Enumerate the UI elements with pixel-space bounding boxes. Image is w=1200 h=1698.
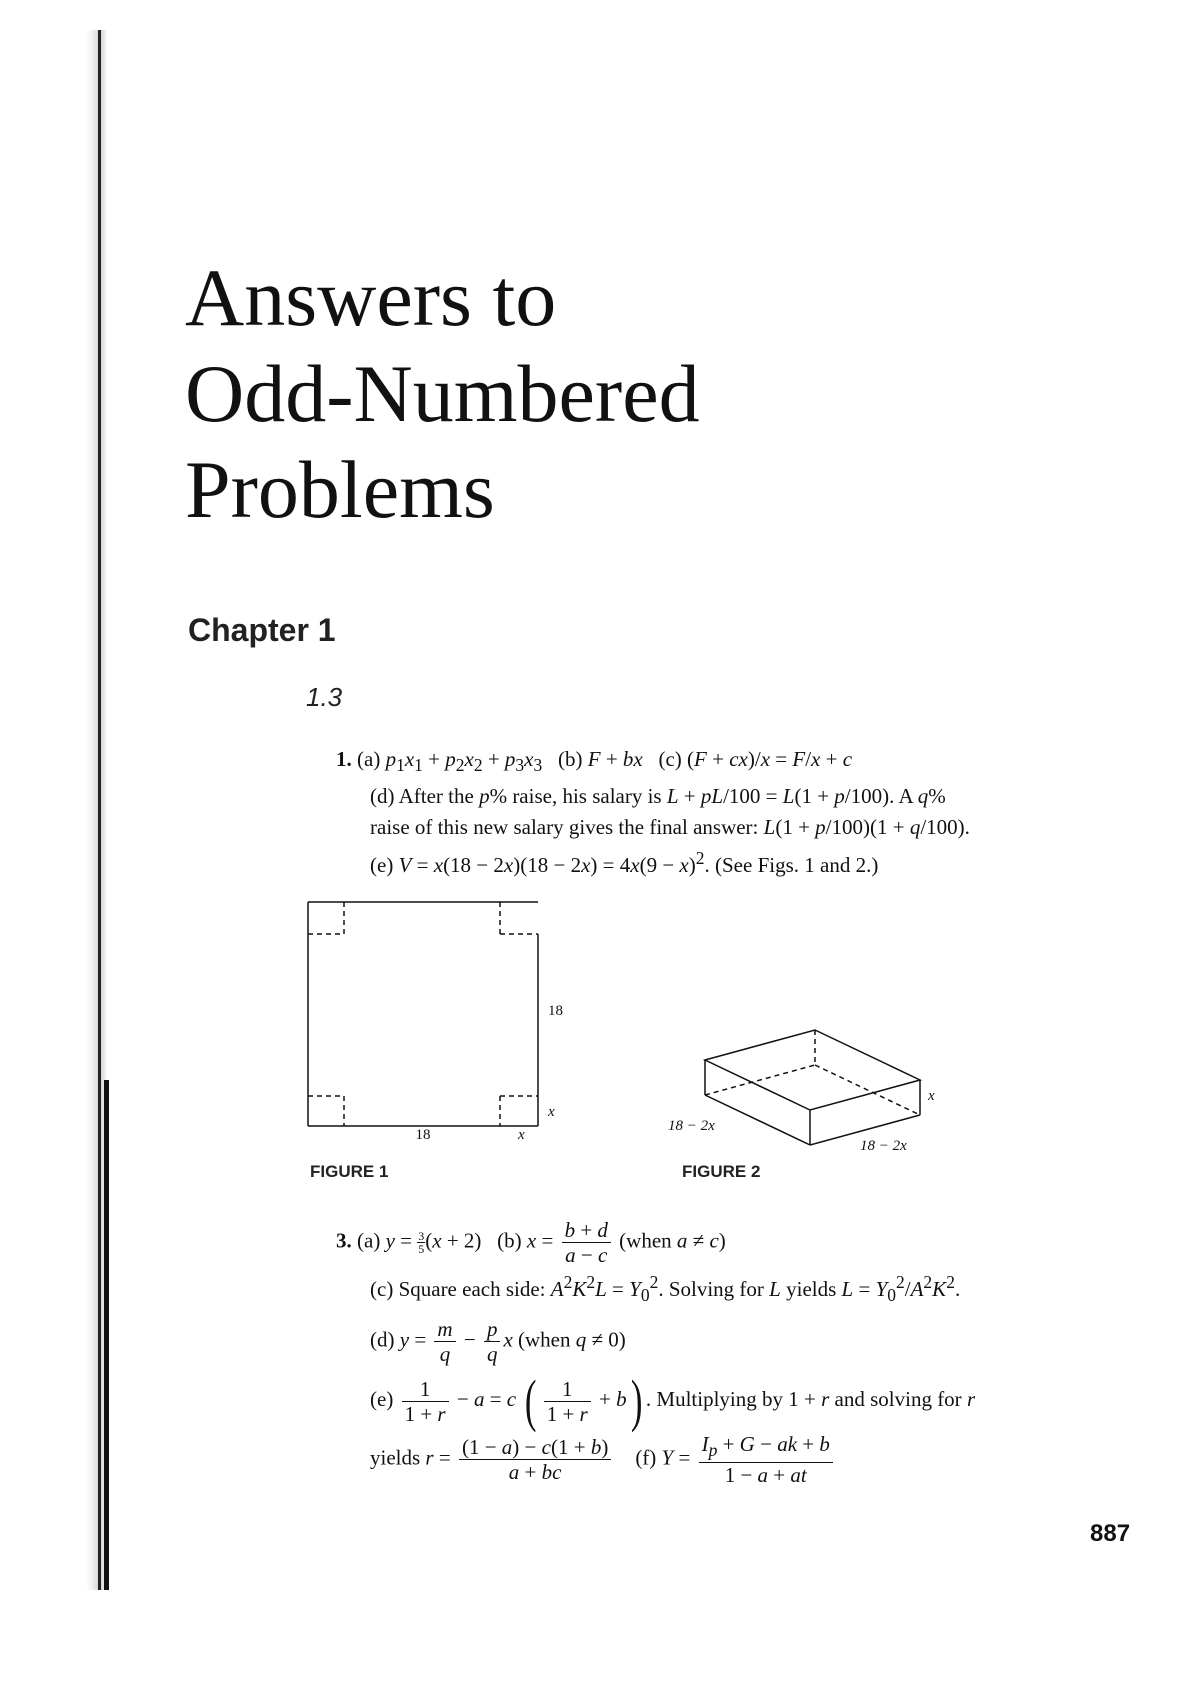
problem-1-line-3: raise of this new salary gives the final answer: L(1 + p/100)(1 + q/100). [370,815,970,840]
figure-2-diagram [660,1020,950,1170]
problem-1-line-2: (d) After the p% raise, his salary is L + pL/100 = L(1 + p/100). A q% [370,784,946,809]
label-left-dim: 18 − 2x [668,1118,715,1134]
title-line-3: Problems [185,444,495,535]
problem-number: 1. [336,747,352,771]
problem-3-line-5: yields r = $\frac{(1 - a) - c(1 + b)}{a + bc}$ (f) Y = $\frac{I_p + G - ak + b}{1 - a + at}$ [336,1432,975,1487]
page-title [185,250,700,538]
page-binding-shadow [86,30,106,1590]
label-bottom-x: x [518,1127,525,1140]
problem-1-line-4: (e) $V = x(18 - 2x)(18 - 2x) = 4x(9 - x)^2$. (See Figs. 1 and 2.) [370,848,879,878]
label-right-dim: 18 − 2x [860,1138,907,1154]
figure-1-diagram [300,890,580,1140]
chapter-heading: Chapter 1 [188,612,336,648]
title-line-2: Odd-Numbered [185,348,700,439]
figure-2-caption: FIGURE 2 [682,1162,761,1181]
page-number: 887 [1090,1520,1131,1547]
label-height-x: x [928,1088,935,1104]
figure-1-caption: FIGURE 1 [310,1162,389,1181]
problem-3-line-1: 3. (a) y = $\frac{3}{5}$ (x + 2) (b) x = $\frac{b + d}{a - c}$ (when a ≠ c) [336,1218,726,1267]
label-bottom-18: 18 [415,1127,431,1140]
box-hidden-left [705,1065,815,1095]
section-number: 1.3 [306,682,343,712]
label-corner-x: x [548,1104,555,1120]
problem-1-line-1: 1. (a) $p_1x_1 + p_2x_2 + p_3x_3$ (b) F + bx (c) (F + cx)/x = F/x + c [336,747,853,776]
box-top-rim [705,1030,920,1110]
binding-edge [98,30,101,1590]
problem-3-line-3: (d) y = $\frac{m}{q}$ − $\frac{p}{q}$ x (when q ≠ 0) [370,1317,626,1367]
problem-3-line-2: (c) Square each side: $A^2K^2L = Y_0^2$. Solving for L yields $L = Y_0^2/A^2K^2$. [370,1272,961,1306]
problem-number: 3. [336,1228,352,1253]
problem-3 [336,1218,975,1487]
problem-3-line-4: (e) $\frac{1}{1 + r}$ − a = c ( $\frac{1}{1 + r}$ + b) . Multiplying by 1 + r and solving for r [370,1368,976,1434]
title-line-1: Answers to [185,252,557,343]
binding-edge-lower [104,1080,109,1590]
label-side-18: 18 [548,1003,563,1019]
problem-1 [336,744,970,881]
